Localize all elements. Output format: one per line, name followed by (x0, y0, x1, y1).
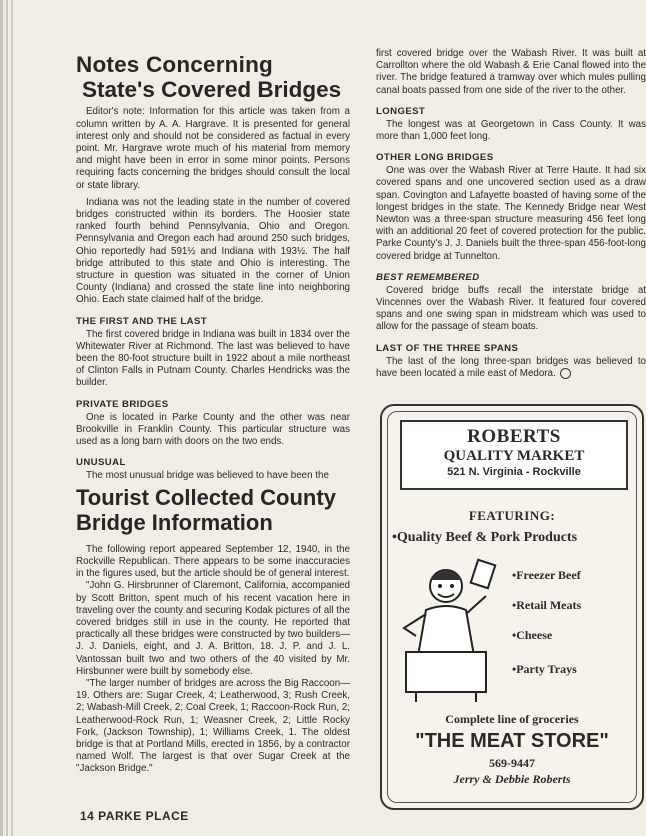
continued-paragraph: first covered bridge over the Wabash River. It was built at Carrollton where the old Wabash & Erie Canal flowed into the river. The bridge featured a tramway over which mules pulling canal boats passed from one side of the river to the other. (376, 48, 646, 96)
ad-owners: Jerry & Debbie Roberts (453, 772, 571, 786)
heading-other-long: OTHER LONG BRIDGES (376, 152, 494, 164)
best-remembered-paragraph: Covered bridge buffs recall the interstate bridge at Vincennes over the Wabash River. It featured four covered spans and one swing span in midstream which was used to allow for the passage of steam boats. (376, 284, 646, 333)
right-column (376, 48, 646, 380)
ad-banner (400, 420, 628, 490)
left-column (76, 52, 350, 776)
last-three-spans-paragraph (376, 356, 646, 381)
quote-paragraph-1: "John G. Hirsbrunner of Claremont, California, accompanied by Scott Britton, spent much of his recent vacation here in traveling over the county and securing Kodak pictures of all the covered bridges still in use in the county. He reported that practically all these bridges were constructed by two builders—J. J. Daniels, eight, and J. A. Britton, 18. J. P. and J. L. Vantossan built two and two others of the 40 visited by Mr. Hirsbunner were built by somebody else. (76, 580, 350, 677)
report-intro: The following report appeared September 12, 1940, in the Rockville Republican. There appears to be some inaccuracies in the figures used, but the article should be of general interest. (76, 543, 350, 580)
article2-title (76, 486, 350, 535)
ad-item-retail-meats: •Retail Meats (512, 598, 582, 612)
ad-item-party-trays: •Party Trays (512, 662, 577, 676)
ad-featuring: FEATURING: (468, 508, 556, 523)
unusual-paragraph: The most unusual bridge was believed to have been the (86, 470, 329, 482)
heading-best-remembered: BEST REMEMBERED (376, 271, 480, 283)
intro-paragraph: Indiana was not the leading state in the number of covered bridges constructed within its borders. The Hoosier state ranked fourth behind Pennsylvania, Ohio and Oregon. Pennsylvania and Oregon each had around 250 such bridges, Ohio reportedly had 591½ and Indiana with 193½. The half bridge attributed to this state and Ohio is interesting. The structure in question was situated in the corner of Union County (Indiana) and crossed the state line into neighboring Ohio. Each state claimed half of the bridge. (76, 196, 350, 306)
private-paragraph: One is located in Parke County and the other was near Brookville in Franklin County. This particular structure was used as a long barn with doors on the two ends. (76, 411, 350, 448)
ad-meat-store: "THE MEAT STORE" (415, 730, 609, 752)
ad-quality-products: •Quality Beef & Pork Products (392, 530, 578, 545)
ad-address: 521 N. Virginia - Rockville (447, 466, 581, 478)
longest-paragraph: The longest was at Georgetown in Cass County. It was more than 1,000 feet long. (376, 118, 646, 143)
heading-last-three-spans: LAST OF THE THREE SPANS (376, 342, 519, 354)
article-title-line2: State's Covered Bridges (82, 77, 342, 103)
ad-item-freezer-beef: •Freezer Beef (512, 568, 581, 582)
first-last-paragraph: The first covered bridge in Indiana was built in 1834 over the Whitewater River at Richmond. The last was believed to have been the 80-foot structure built in 1922 about a mile northeast of Clinton Falls in Putnam County. Charles Hendricks was the builder. (76, 328, 350, 389)
ad-item-cheese: •Cheese (512, 628, 553, 642)
article-title-line1: Notes Concerning (76, 52, 273, 77)
roberts-advertisement (380, 404, 644, 810)
page-footer: 14 PARKE PLACE (80, 809, 189, 823)
editors-note: Editor's note: Information for this article was taken from a column written by A. A. Hargrave. It is presented for general interest only and should not be considered as factual in every point. Mr. Hargrave wrote much of his material from memory and might have been in error in some minor points. Persons requiring facts concerning the bridges should consult the local or state library. (76, 106, 350, 191)
article2-title-line1: Tourist Collected County (76, 485, 336, 511)
ad-complete-groceries: Complete line of groceries (445, 712, 579, 726)
end-mark-icon (560, 368, 571, 379)
ad-store-name: ROBERTS (467, 426, 561, 447)
ad-store-subtitle: QUALITY MARKET (443, 448, 585, 464)
quote-paragraph-2: "The larger number of bridges are across the Big Raccoon—19. Others are: Sugar Creek, 4; Leatherwood, 3; Rush Creek, 2; Wabash-Mill Creek, 2; Coal Creek, 1; Raccoon-Rock Run, 2; Leatherwood-Rock Run, 1; Weasner Creek, 2; Little Rocky Fork, (Jackson Township), 1; Williams Creek, 1. The oldest bridge is that at Portland Mills, erected in 1856, by a contractor named Wolf. The largest is that over Sugar Creek at the "Jackson Bridge." (76, 677, 350, 775)
last-three-spans-text: The last of the long three-span bridges was believed to have been located a mile east of Medora. (376, 355, 646, 379)
heading-first-last: THE FIRST AND THE LAST (76, 315, 208, 327)
heading-longest: LONGEST (376, 105, 426, 117)
other-long-paragraph: One was over the Wabash River at Terre Haute. It had six covered spans and one uncovered section used as a draw span. Covington and Lafayette boasted of having some of the longest bridges in the state. The Kennedy Bridge near West Newton was a three-span structure measuring 456 feet long with an additional 20 feet of covered protection for the public. Parke County's J. J. Daniels built the three-span 456-foot-long covered bridge at Tunnelton. (376, 165, 646, 262)
heading-private: PRIVATE BRIDGES (76, 398, 169, 410)
page-edge-stack (0, 0, 26, 836)
butcher-illustration-icon (396, 556, 508, 704)
ad-phone: 569-9447 (489, 756, 535, 770)
heading-unusual: UNUSUAL (76, 457, 126, 469)
article2-title-line2: Bridge Information (76, 510, 273, 536)
